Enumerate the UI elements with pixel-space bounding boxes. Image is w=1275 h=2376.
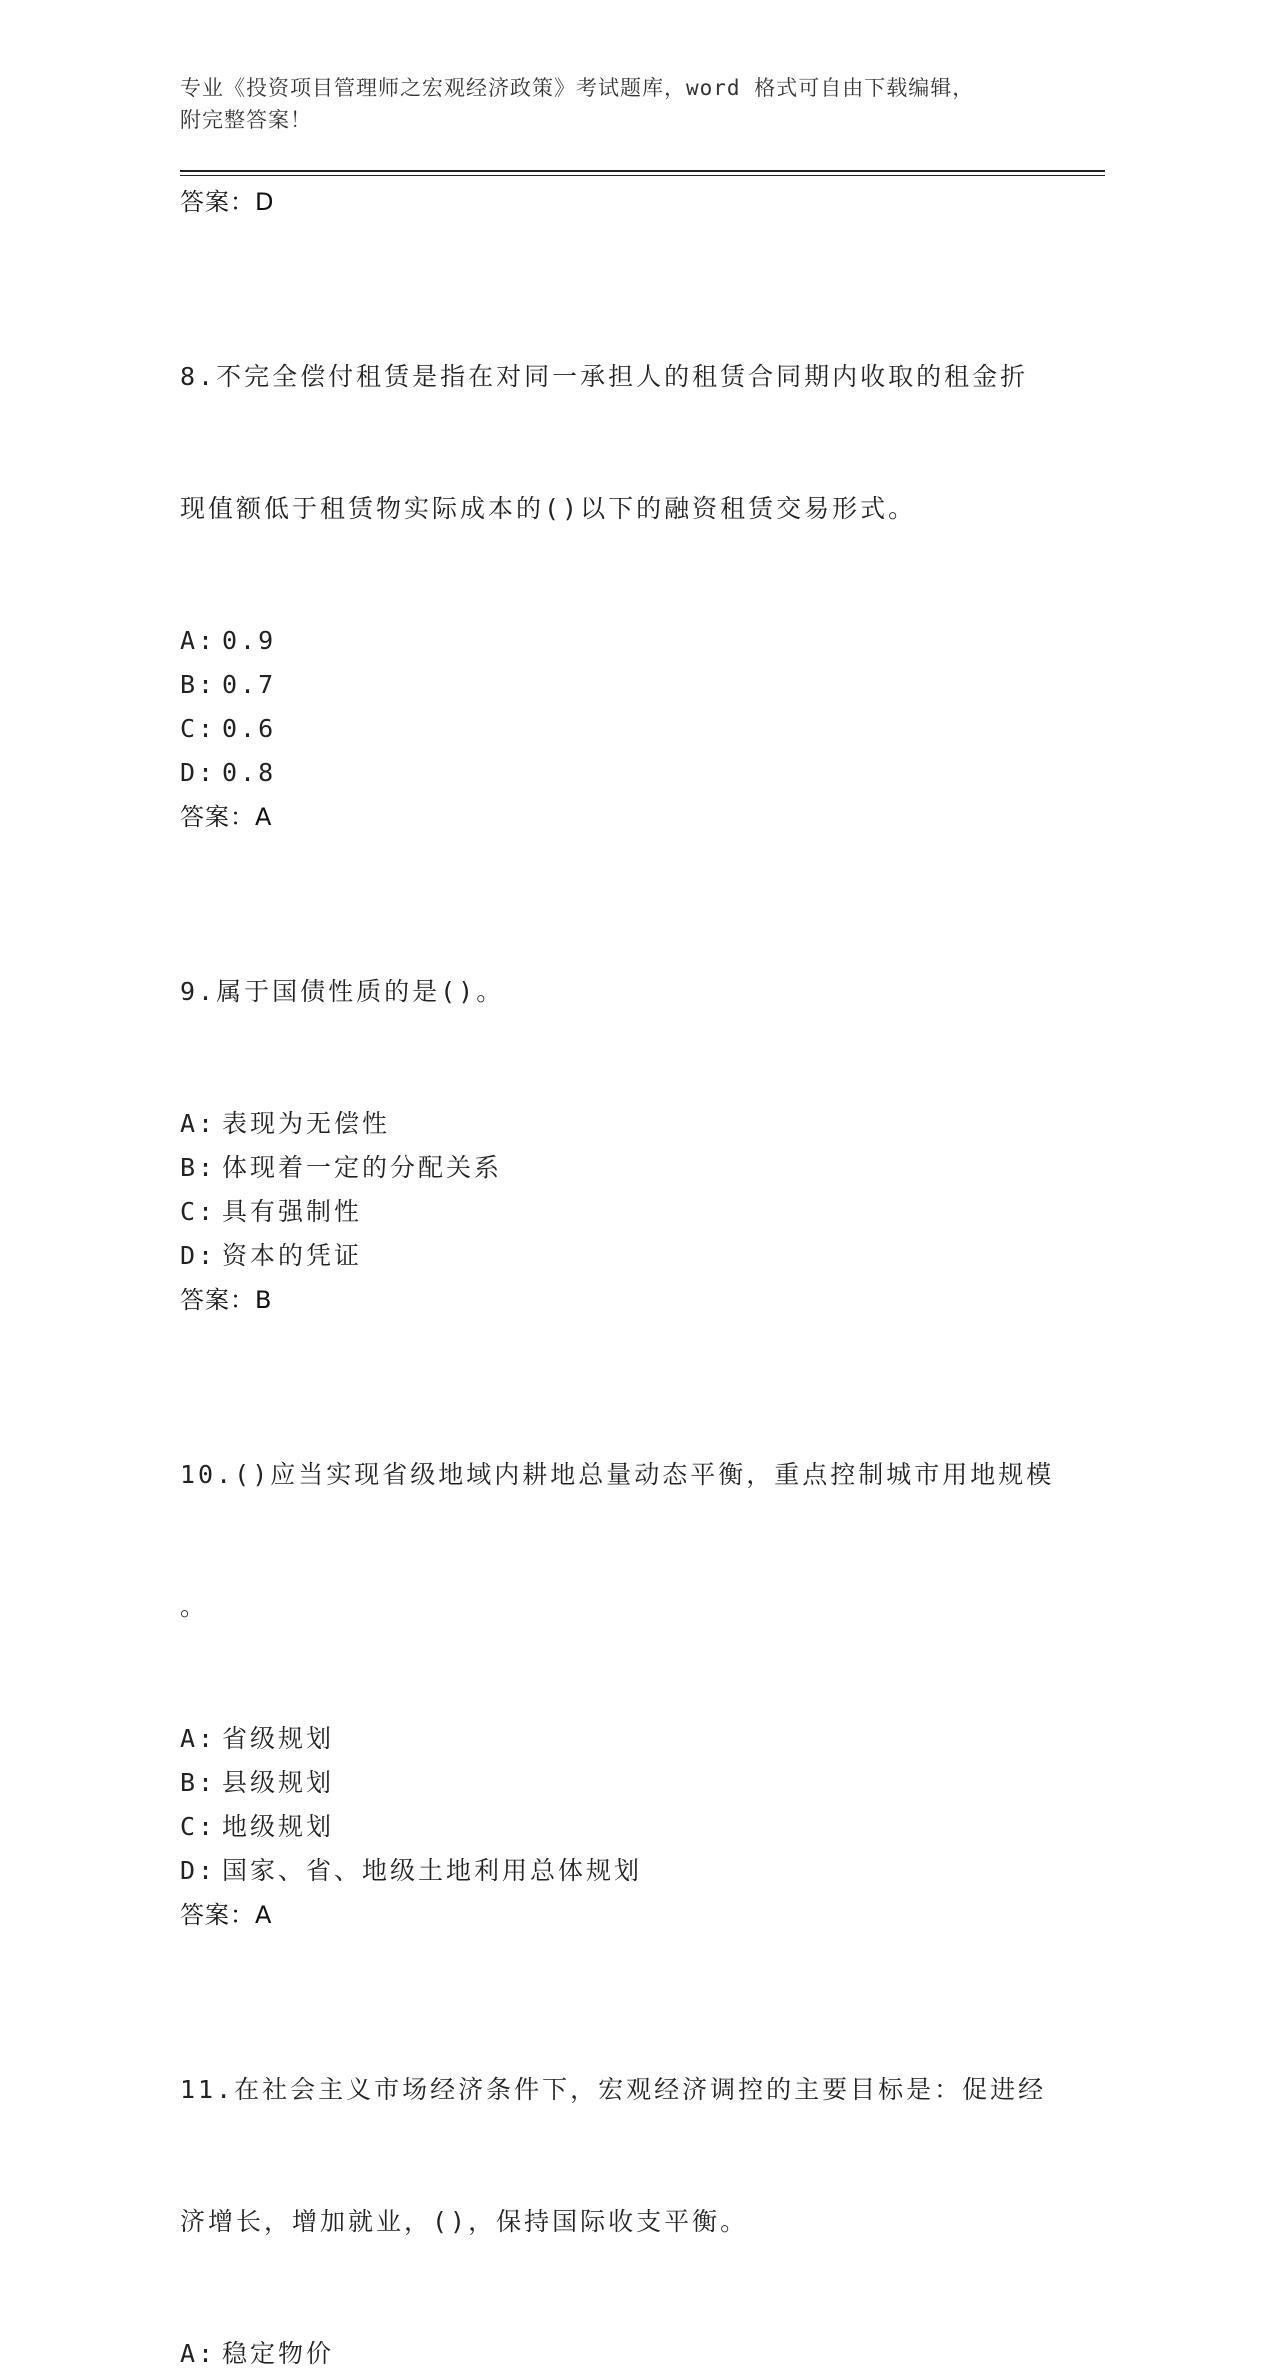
- answer-line: 答案：A: [180, 803, 273, 831]
- spacer: [180, 839, 1080, 882]
- option-text: 0.8: [222, 758, 277, 787]
- option-d: [180, 1849, 1080, 1893]
- option-b: [180, 1146, 1080, 1190]
- option-label: B:: [180, 1768, 217, 1797]
- question-text-line: 8.不完全偿付租赁是指在对同一承担人的租赁合同期内收取的租金折: [180, 362, 1029, 391]
- question-text: [180, 1980, 1080, 2332]
- option-text: 表现为无偿性: [222, 1109, 391, 1138]
- question-item: [180, 1980, 1080, 2376]
- question-list: [180, 180, 1080, 2376]
- option-text: 国家、省、地级土地利用总体规划: [222, 1856, 643, 1885]
- option-b: [180, 1761, 1080, 1805]
- option-c: [180, 707, 1080, 751]
- option-a: [180, 1102, 1080, 1146]
- option-text: 省级规划: [222, 1724, 335, 1753]
- question-text: [180, 267, 1080, 619]
- page-header: [180, 72, 1080, 136]
- question-item: [180, 267, 1080, 839]
- option-label: C:: [180, 1812, 217, 1841]
- question-text-line: 10.()应当实现省级地域内耕地总量动态平衡，重点控制城市用地规模: [180, 1460, 1055, 1489]
- answer-line: 答案：B: [180, 1286, 273, 1314]
- option-text: 0.7: [222, 670, 277, 699]
- spacer: [180, 224, 1080, 267]
- option-label: A:: [180, 626, 217, 655]
- option-text: 体现着一定的分配关系: [222, 1153, 503, 1182]
- option-label: A:: [180, 1109, 217, 1138]
- option-label: A:: [180, 1724, 217, 1753]
- option-label: C:: [180, 1197, 217, 1226]
- option-label: D:: [180, 758, 217, 787]
- option-text: 具有强制性: [222, 1197, 363, 1226]
- option-a: [180, 1717, 1080, 1761]
- question-text-line: 现值额低于租赁物实际成本的()以下的融资租赁交易形式。: [180, 494, 917, 523]
- spacer: [180, 1322, 1080, 1365]
- option-a: [180, 2332, 1080, 2376]
- question-text-line: 济增长，增加就业，()，保持国际收支平衡。: [180, 2207, 749, 2236]
- question-text: [180, 1365, 1080, 1717]
- option-label: B:: [180, 1153, 217, 1182]
- option-label: B:: [180, 670, 217, 699]
- option-c: [180, 1805, 1080, 1849]
- option-text: 县级规划: [222, 1768, 335, 1797]
- spacer: [180, 1937, 1080, 1980]
- option-label: A:: [180, 2339, 217, 2368]
- option-text: 地级规划: [222, 1812, 335, 1841]
- question-item: [180, 882, 1080, 1322]
- option-text: 稳定物价: [222, 2339, 335, 2368]
- answer-line: 答案：D: [180, 188, 275, 216]
- option-c: [180, 1190, 1080, 1234]
- question-item: [180, 1365, 1080, 1937]
- option-text: 0.6: [222, 714, 277, 743]
- option-label: C:: [180, 714, 217, 743]
- question-text-line: 。: [180, 1592, 209, 1621]
- option-label: D:: [180, 1856, 217, 1885]
- option-text: 0.9: [222, 626, 277, 655]
- header-line-2: 附完整答案！: [180, 108, 312, 132]
- option-d: [180, 751, 1080, 795]
- option-a: [180, 619, 1080, 663]
- header-divider-thick: [180, 170, 1105, 172]
- header-line-1: 专业《投资项目管理师之宏观经济政策》考试题库，word 格式可自由下载编辑，: [180, 76, 975, 100]
- question-text-line: 9.属于国债性质的是()。: [180, 977, 505, 1006]
- header-divider-thin: [180, 175, 1105, 176]
- option-d: [180, 1234, 1080, 1278]
- answer-line: 答案：A: [180, 1901, 273, 1929]
- option-label: D:: [180, 1241, 217, 1270]
- option-b: [180, 663, 1080, 707]
- question-text-line: 11.在社会主义市场经济条件下，宏观经济调控的主要目标是：促进经: [180, 2075, 1047, 2104]
- question-text: [180, 882, 1080, 1102]
- option-text: 资本的凭证: [222, 1241, 363, 1270]
